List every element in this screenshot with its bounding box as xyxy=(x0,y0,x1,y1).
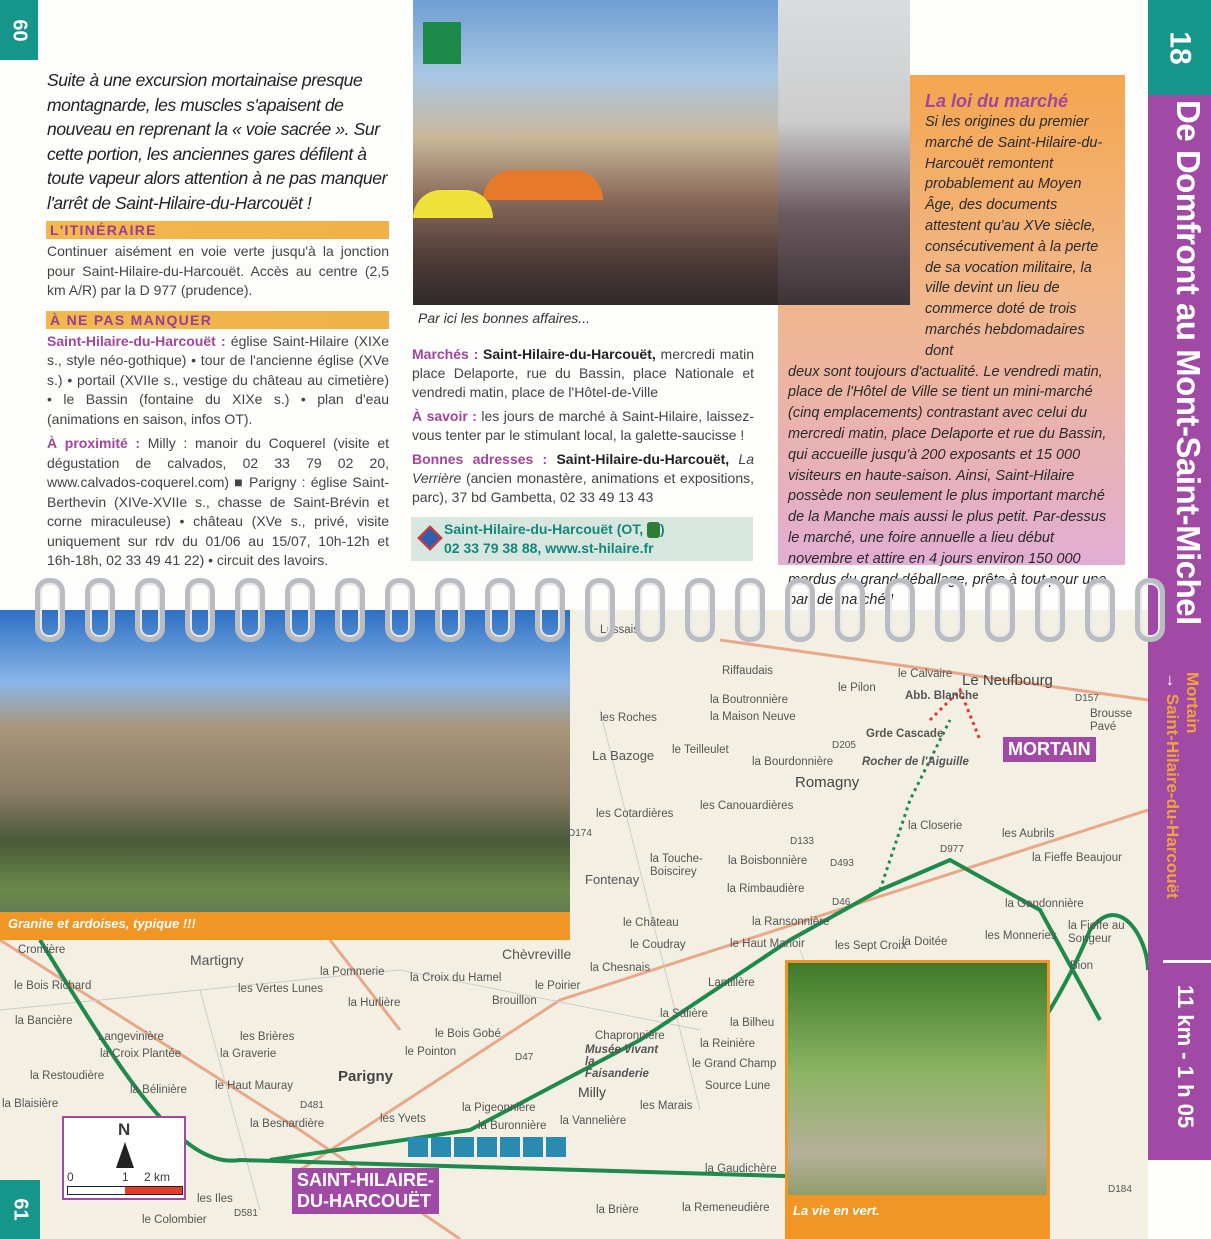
scale-2km: 2 km xyxy=(144,1170,171,1184)
place-label: les Monneries xyxy=(985,930,1057,942)
route-from xyxy=(1182,672,1202,899)
a-savoir-paragraph xyxy=(412,407,754,445)
scale-1: 1 xyxy=(122,1170,129,1184)
place-label: le Pointon xyxy=(405,1046,457,1058)
place-label: le Coudray xyxy=(630,939,686,951)
ot-paren: ) xyxy=(660,521,665,537)
page-number-text: 61 xyxy=(9,1198,32,1221)
place-label: les Iles xyxy=(197,1193,233,1205)
cyclists-photo-caption xyxy=(785,1195,1050,1239)
spiral-ring xyxy=(535,578,565,642)
spiral-ring xyxy=(1135,578,1165,642)
road-label: D133 xyxy=(790,836,814,847)
town-label-saint-hilaire xyxy=(292,1168,439,1214)
marches-town: Saint-Hilaire-du-Harcouët, xyxy=(478,346,656,362)
place-label: la Blaisière xyxy=(2,1098,59,1110)
granite-town-photo xyxy=(0,610,570,940)
place-label: la Chesnais xyxy=(590,962,651,974)
caption-text: Granite et ardoises, typique !!! xyxy=(8,916,196,931)
north-label: N xyxy=(118,1120,131,1139)
marches-text: mercredi matin place Delaporte, rue du Bassin, place Nationale et vendredi matin, place de l'Hôtel-de-Ville xyxy=(412,346,755,400)
spiral-ring xyxy=(285,578,315,642)
place-label: Parigny xyxy=(338,1068,394,1085)
place-label: la Closerie xyxy=(908,820,963,832)
place-label: le Teilleulet xyxy=(672,744,729,756)
place-label: le Pilon xyxy=(838,682,876,694)
place-label: Martigny xyxy=(190,952,244,968)
place-label: Lantillère xyxy=(708,977,755,989)
stage-title: De Domfront au Mont-Saint-Michel xyxy=(1170,100,1207,625)
lodging-icon xyxy=(477,1137,497,1157)
place-label: Abb. Blanche xyxy=(905,690,979,702)
spiral-ring xyxy=(1085,578,1115,642)
place-label: les Brières xyxy=(240,1031,295,1043)
spiral-ring xyxy=(335,578,365,642)
sidebar-content xyxy=(788,90,1113,611)
place-label: Lassais xyxy=(600,624,639,636)
place-label: Musée Vivant la Faisanderie xyxy=(585,1044,659,1080)
spiral-ring xyxy=(235,578,265,642)
place-label: le Grand Champ xyxy=(692,1058,777,1070)
place-label: la Boutronnière xyxy=(710,694,788,706)
arrow-icon: → xyxy=(1163,672,1182,689)
ot-line1 xyxy=(444,520,753,539)
spiral-ring xyxy=(135,578,165,642)
place-label: la Restoudière xyxy=(30,1070,105,1082)
a-savoir-label: À savoir : xyxy=(412,408,477,424)
market-photo-caption: Par ici les bonnes affaires... xyxy=(418,310,590,326)
place-label: Rocher de l'Aiguille xyxy=(862,756,969,768)
bike-icon xyxy=(500,1137,520,1157)
place-label: Chèvreville xyxy=(502,946,572,962)
place-label: le Bois Richard xyxy=(14,980,92,992)
place-label: la Vannelière xyxy=(560,1115,627,1127)
market-umbrella xyxy=(483,170,603,200)
bonnes-adresses-paragraph xyxy=(412,450,754,507)
tourist-info-icon xyxy=(417,525,442,550)
manquer-paragraph xyxy=(47,332,389,430)
stage-route xyxy=(1162,672,1202,899)
spiral-ring xyxy=(1035,578,1065,642)
marches-paragraph xyxy=(412,345,754,402)
scale-0: 0 xyxy=(67,1170,74,1184)
place-label: Chapronnière xyxy=(595,1030,665,1042)
place-label: la Bourdonnière xyxy=(752,756,834,768)
spiral-ring xyxy=(835,578,865,642)
place-label: la Croix Plantée xyxy=(100,1048,182,1060)
place-label: le Calvaire xyxy=(898,668,953,680)
manquer-content xyxy=(47,332,389,571)
place-label: Fontenay xyxy=(585,872,640,887)
road-label: D581 xyxy=(234,1208,258,1219)
place-label: les Vertes Lunes xyxy=(238,983,324,995)
ot-contact[interactable]: 02 33 79 38 88, www.st-hilaire.fr xyxy=(444,540,654,556)
page-number-text: 60 xyxy=(8,18,31,42)
place-label: le Haut Manoir xyxy=(730,938,805,950)
spiral-ring xyxy=(435,578,465,642)
bonnes-adresses-town: Saint-Hilaire-du-Harcouët, xyxy=(547,451,730,467)
spiral-ring xyxy=(935,578,965,642)
place-label: la Fieffe au Songeur xyxy=(1068,920,1125,945)
sidebar-title: La loi du marché xyxy=(925,91,1069,111)
place-label: la Gandonnière xyxy=(1005,898,1084,910)
town-label-mortain: MORTAIN xyxy=(1003,737,1096,762)
hotel-icon xyxy=(454,1137,474,1157)
section-heading-manquer: À NE PAS MANQUER xyxy=(46,311,389,329)
place-label: la Besnardière xyxy=(250,1118,325,1130)
place-label: la Graverie xyxy=(220,1048,277,1060)
spiral-ring xyxy=(85,578,115,642)
place-label: la Maison Neuve xyxy=(710,711,796,723)
accueil-velo-icon xyxy=(647,522,660,538)
shop-icon xyxy=(408,1137,428,1157)
place-label: la Reinière xyxy=(700,1038,755,1050)
road-label: D493 xyxy=(830,858,854,869)
place-label: Cromière xyxy=(18,944,66,956)
market-umbrella xyxy=(413,190,493,218)
entree-sign xyxy=(423,22,461,64)
caption-text: La vie en vert. xyxy=(793,1203,880,1218)
place-label: le Haut Mauray xyxy=(215,1080,293,1092)
road-label: D174 xyxy=(568,828,592,839)
spiral-ring xyxy=(185,578,215,642)
ot-name: Saint-Hilaire-du-Harcouët (OT, xyxy=(444,521,648,537)
repair-icon xyxy=(523,1137,543,1157)
place-label: Brouillon xyxy=(492,995,537,1007)
road-label: D46 xyxy=(832,897,851,908)
sidebar-text-top: Si les origines du premier marché de Saint-Hilaire-du-Harcouët remontent probablement au Moyen Âge, des documents attestent qu'au XVe siècle, consécutivement à la perte de sa vocation militaire, la ville devint un lieu de commerce doté de trois marchés hebdomadaires dont xyxy=(925,114,1103,359)
place-label: le Château xyxy=(623,917,679,929)
place-label: les Marais xyxy=(640,1100,693,1112)
place-label: la Pommerie xyxy=(320,966,385,978)
manquer-text: église Saint-Hilaire (XIXe s., style néo-gothique) • tour de l'ancienne église (XVe s.) • portail (XVIIe s., vestige du château au cimetière) • le Bassin (fontaine du XIXe s.) • plan d'eau (animations en saison, infos OT). xyxy=(47,332,389,427)
marches-block xyxy=(412,345,754,507)
place-label: La Bazoge xyxy=(592,748,655,763)
road-label: D205 xyxy=(832,740,856,751)
place-label: le Colombier xyxy=(142,1214,207,1226)
road-label: D481 xyxy=(300,1100,324,1111)
section-heading-itineraire: L'ITINÉRAIRE xyxy=(46,221,389,239)
spiral-ring xyxy=(985,578,1015,642)
place-label: Riffaudais xyxy=(722,665,773,677)
place-label: Romagny xyxy=(795,774,860,791)
intro-text: Suite à une excursion mortainaise presque montagnarde, les muscles s'apaisent de nouveau en reprenant la « voie sacrée ». Sur cette portion, les anciennes gares défilent à toute vapeur alors attention à ne pas manquer l'arrêt de Saint-Hilaire-du-Harcouët ! xyxy=(47,70,388,213)
route-to xyxy=(1162,672,1182,899)
town-line: SAINT-HILAIRE- xyxy=(297,1170,434,1190)
town-label: Saint-Hilaire-du-Harcouët : xyxy=(47,332,226,349)
bonnes-adresses-label: Bonnes adresses : xyxy=(412,451,548,467)
road-label: D977 xyxy=(940,844,964,855)
place-label: le Bois Gobé xyxy=(435,1028,501,1040)
tourist-office-box xyxy=(411,517,753,561)
place-label: la Touche-Boiscirey xyxy=(650,853,703,878)
place-label: Milly xyxy=(578,1084,606,1100)
place-label: la Bancière xyxy=(15,1015,73,1027)
restaurant-icon xyxy=(431,1137,451,1157)
distance-time: 11 km - 1 h 05 xyxy=(1173,985,1198,1129)
road-label: D184 xyxy=(1108,1184,1132,1195)
place-label: la Salière xyxy=(660,1008,708,1020)
road-label: D157 xyxy=(1075,693,1099,704)
marches-label: Marchés : xyxy=(412,346,479,362)
place-label: la Rimbaudière xyxy=(727,883,805,895)
place-label: Bion xyxy=(1070,960,1094,972)
sidebar-text-bottom: deux sont toujours d'actualité. Le vendredi matin, place de l'Hôtel de Ville se tient un mini-marché (cinq emplacements) contrastant avec celui du mercredi matin, place Delaporte et rue du Bassin, qui accueille jusqu'à 200 exposants et 15 000 visiteurs en haute-saison. Ainsi, Saint-Hilaire possède non seulement le plus important marché de la Manche mais aussi le plus petit. Par-dessus le marché, une foire annuelle a lieu début novembre et attire en 4 jours environ 150 000 mordus du grand déballage, prêts à tout pour une part de marché ! xyxy=(788,363,1107,609)
place-label: la Doitée xyxy=(902,936,948,948)
spiral-ring xyxy=(585,578,615,642)
place-label: la Remeneudière xyxy=(682,1202,770,1214)
place-label: la Pigeonnière xyxy=(462,1102,536,1114)
proximite-text: Milly : manoir du Coquerel (visite et dégustation de calvados, 02 33 79 02 20, www.calvados-coquerel.com) ■ Parigny : église Saint-Berthevin (XIVe-XVIIe s., chasse de Saint-Brévin et corne miraculeuse) • château (XVe s., privé, visite uniquement sur rdv du 01/06 au 15/07, 10h-12h et 16h-18h, 02 33 49 41 22) • circuit des lavoirs. xyxy=(47,435,389,568)
granite-photo-caption xyxy=(0,912,570,940)
place-label: la Gaudichère xyxy=(705,1163,777,1175)
wifi-icon xyxy=(546,1137,566,1157)
route-map[interactable] xyxy=(0,610,1148,1239)
to-text: Saint-Hilaire-du-Harcouët xyxy=(1163,693,1182,899)
spiral-ring xyxy=(385,578,415,642)
bonnes-adresses-name: La Verrière xyxy=(412,451,754,486)
page-number-61 xyxy=(0,1180,40,1239)
poi-icons-saint-hilaire xyxy=(408,1137,566,1157)
road-label: D47 xyxy=(515,1052,534,1063)
spiral-ring xyxy=(735,578,765,642)
place-label: les Yvets xyxy=(380,1113,426,1125)
spiral-ring xyxy=(485,578,515,642)
stage-number-text: 18 xyxy=(1163,30,1197,65)
spiral-ring xyxy=(685,578,715,642)
place-label: la Croix du Hamel xyxy=(410,972,502,984)
place-label: les Canouardières xyxy=(700,800,794,812)
spiral-ring xyxy=(785,578,815,642)
stage-number xyxy=(1148,0,1211,95)
itineraire-text: Continuer aisément en voie verte jusqu'à la jonction pour Saint-Hilaire-du-Harcouët. Accès au centre (2,5 km A/R) par la D 977 (prudence). xyxy=(47,243,389,298)
place-label: la Bilheu xyxy=(730,1017,775,1029)
proximite-label: À proximité : xyxy=(47,435,141,451)
poi-icons-mortain xyxy=(1008,766,1128,816)
place-label: les Roches xyxy=(600,712,657,724)
scale-bar xyxy=(67,1186,183,1195)
spiral-ring xyxy=(635,578,665,642)
left-column xyxy=(47,68,392,571)
proximite-paragraph xyxy=(47,434,389,571)
scale-compass-box xyxy=(62,1116,186,1200)
place-label: les Sept Croix xyxy=(835,940,907,952)
strip-divider xyxy=(1163,960,1211,963)
place-label: le Poirier xyxy=(535,980,581,992)
place-label: Brousse Pavé xyxy=(1090,708,1133,733)
place-label: Le Neufbourg xyxy=(962,672,1053,689)
place-label: la Boisbonnière xyxy=(728,855,808,867)
place-label: la Fieffe Beaujour xyxy=(1032,852,1122,864)
page-number-60 xyxy=(0,0,38,60)
place-label: les Cotardières xyxy=(596,808,674,820)
place-label: Langevinière xyxy=(98,1031,164,1043)
place-label: la Hurlière xyxy=(348,997,401,1009)
from-text: Mortain xyxy=(1183,672,1202,734)
place-label: la Ransonnière xyxy=(752,916,830,928)
spiral-ring xyxy=(35,578,65,642)
spiral-ring xyxy=(885,578,915,642)
place-label: Grde Cascade xyxy=(866,728,944,740)
place-label: la Brière xyxy=(596,1204,639,1216)
bonnes-adresses-text: (ancien monastère, animations et expositions, parc), 37 bd Gambetta, 02 33 49 13 43 xyxy=(412,470,754,505)
a-savoir-text: les jours de marché à Saint-Hilaire, laissez-vous tenter par le stimulant local, la galette-saucisse ! xyxy=(412,408,754,443)
place-label: la Bélinière xyxy=(130,1084,187,1096)
north-arrow-icon xyxy=(116,1142,134,1168)
place-label: la Buronnière xyxy=(478,1120,547,1132)
middle-column xyxy=(412,345,754,561)
town-line: DU-HARCOUËT xyxy=(297,1191,431,1211)
sidebar-top xyxy=(925,90,1113,362)
place-label: les Aubrils xyxy=(1002,828,1055,840)
place-label: Source Lune xyxy=(705,1080,771,1092)
